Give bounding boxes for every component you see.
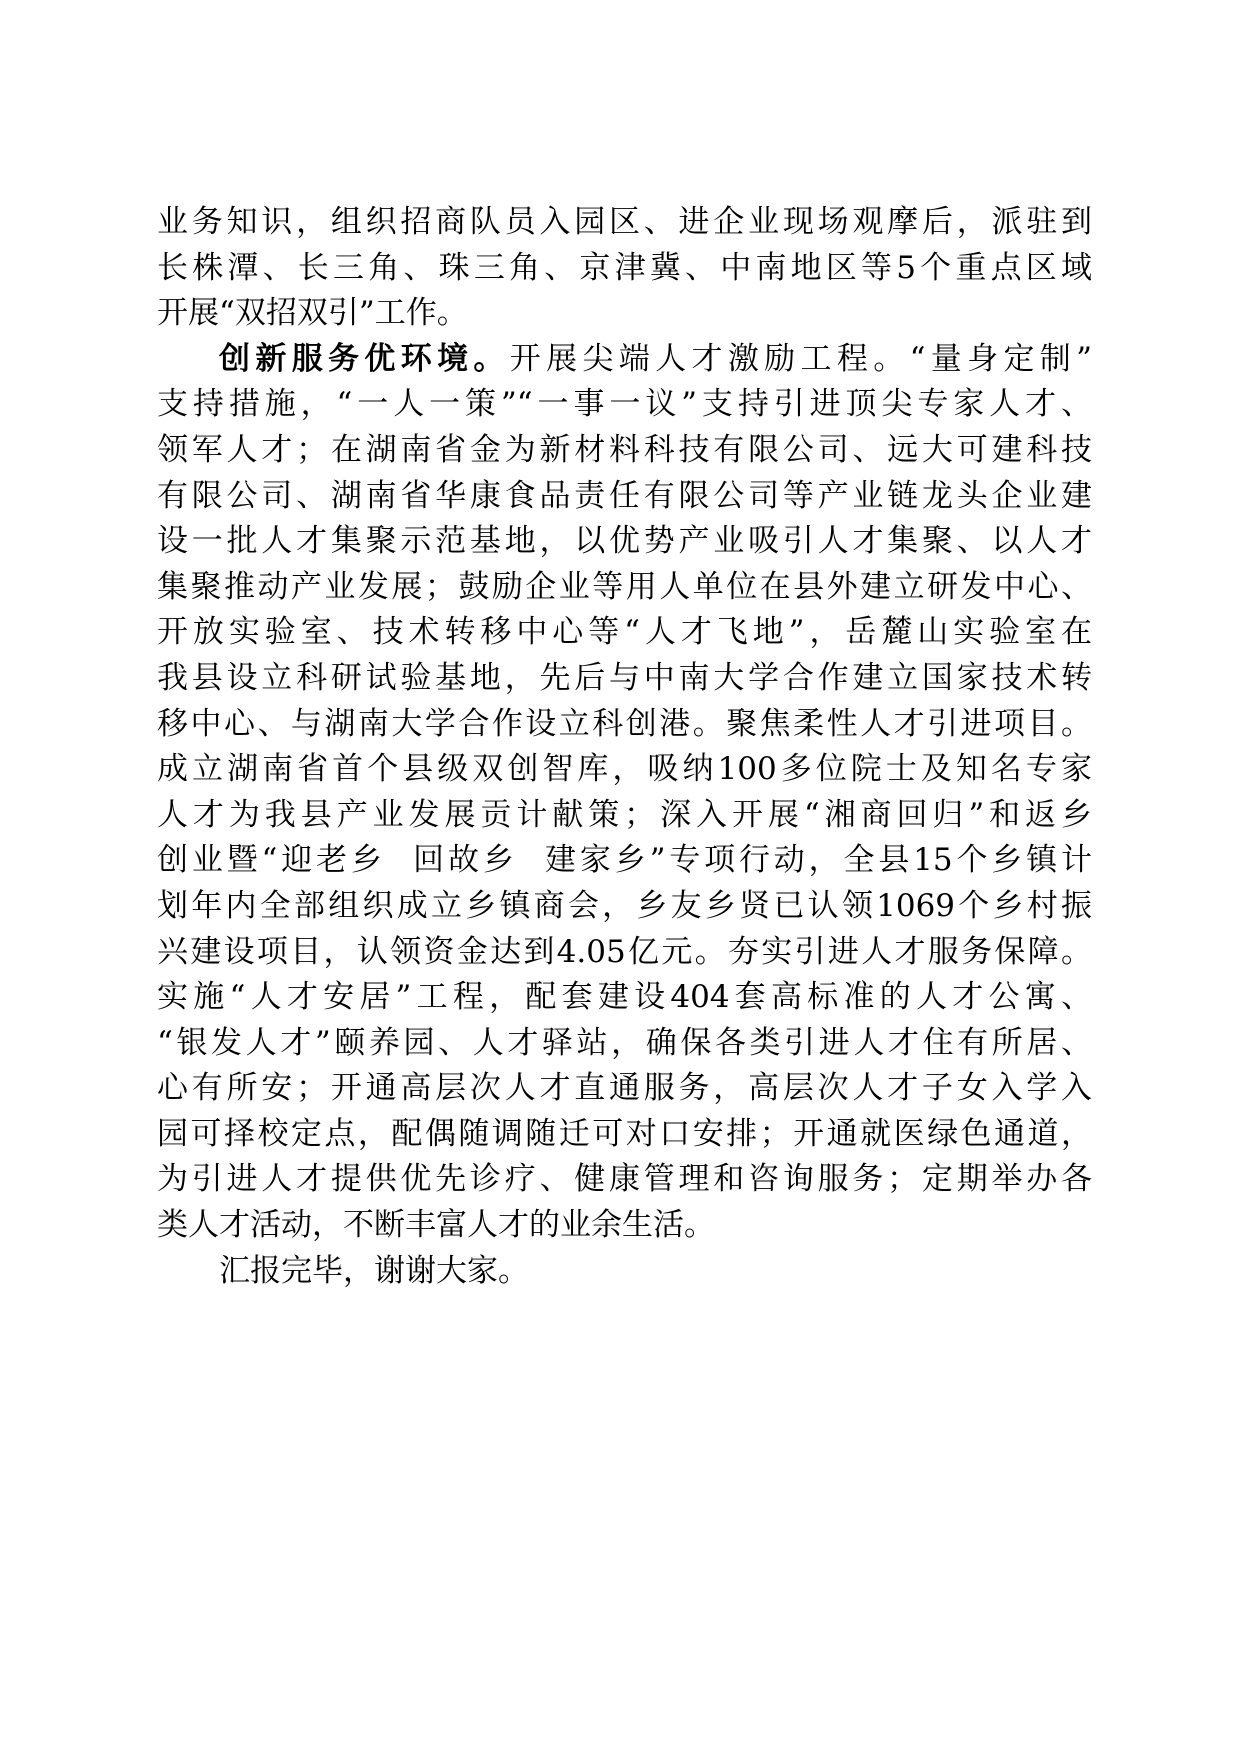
text-line: 创业暨“迎老乡 回故乡 建家乡”专项行动，全县15个乡镇计 — [157, 842, 1092, 879]
text-line: 类人才活动，不断丰富人才的业余生活。 — [157, 1207, 715, 1244]
text-line: 开展“双招双引”工作。 — [157, 295, 468, 332]
paragraph-3 — [157, 1249, 1092, 1295]
text-line: 成立湖南省首个县级双创智库，吸纳100多位院士及知名专家 — [157, 751, 1092, 788]
text-line: 心有所安；开通高层次人才直通服务，高层次人才子女入学入 — [157, 1070, 1092, 1107]
text-line: 我县设立科研试验基地，先后与中南大学合作建立国家技术转 — [157, 659, 1092, 696]
text-line: 集聚推动产业发展；鼓励企业等用人单位在县外建立研发中心、 — [157, 568, 1092, 605]
text-line: “银发人才”颐养园、人才驿站，确保各类引进人才住有所居、 — [157, 1024, 1092, 1061]
text-line: 移中心、与湖南大学合作设立科创港。聚焦柔性人才引进项目。 — [157, 705, 1092, 742]
text-line: 实施“人才安居”工程，配套建设404套高标准的人才公寓、 — [157, 979, 1092, 1016]
text-line: 业务知识，组织招商队员入园区、进企业现场观摩后，派驻到 — [157, 204, 1092, 240]
text-line — [157, 337, 1092, 383]
text-line: 兴建设项目，认领资金达到4.05亿元。夯实引进人才服务保障。 — [157, 933, 1092, 970]
text-line: 设一批人才集聚示范基地，以优势产业吸引人才集聚、以人才 — [157, 523, 1092, 560]
text-run: 开展尖端人才激励工程。“量身定制” — [509, 340, 1092, 377]
text-line: 为引进人才提供优先诊疗、健康管理和咨询服务；定期举办各 — [157, 1161, 1092, 1198]
text-line: 有限公司、湖南省华康食品责任有限公司等产业链龙头企业建 — [157, 477, 1092, 514]
text-line: 人才为我县产业发展贡计献策；深入开展“湘商回归”和返乡 — [157, 796, 1092, 833]
paragraph-2 — [157, 337, 1092, 1249]
text-line: 开放实验室、技术转移中心等“人才飞地”，岳麓山实验室在 — [157, 614, 1092, 651]
text-line: 园可择校定点，配偶随调随迁可对口安排；开通就医绿色通道， — [157, 1115, 1092, 1152]
text-line: 支持措施，“一人一策”“一事一议”支持引进顶尖专家人才、 — [157, 386, 1092, 423]
text-line: 划年内全部组织成立乡镇商会，乡友乡贤已认领1069个乡村振 — [157, 887, 1092, 924]
paragraph-1 — [157, 200, 1092, 337]
paragraph-heading: 创新服务优环境。 — [219, 340, 510, 377]
text-line: 长株潭、长三角、珠三角、京津冀、中南地区等5个重点区域 — [157, 249, 1092, 286]
closing-line: 汇报完毕，谢谢大家。 — [219, 1252, 529, 1289]
text-line: 领军人才；在湖南省金为新材料科技有限公司、远大可建科技 — [157, 431, 1092, 468]
document-body — [157, 200, 1092, 1294]
